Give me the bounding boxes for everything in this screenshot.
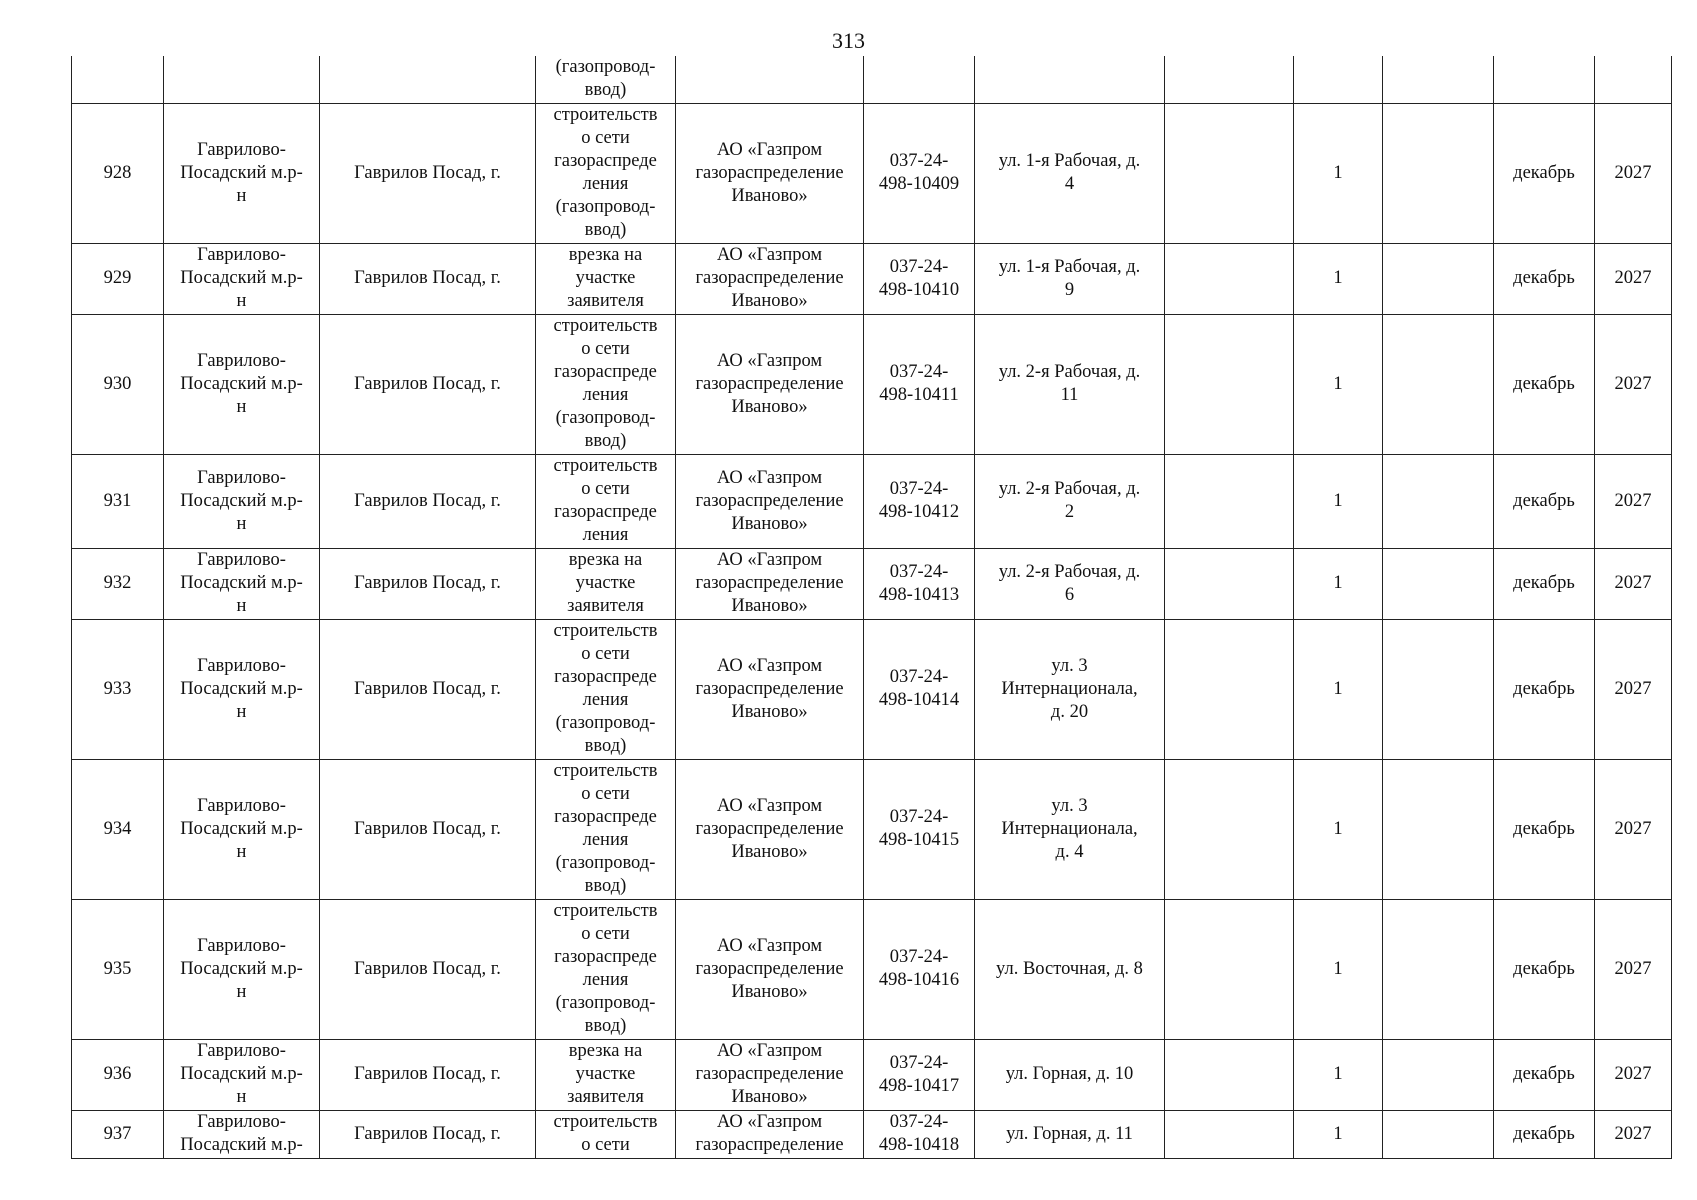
cell-code: 037-24- 498-10409	[864, 103, 975, 243]
cell-district: Гаврилово- Посадский м.р- н	[164, 314, 320, 454]
cell-empty	[1165, 1110, 1294, 1158]
cell-empty	[1165, 899, 1294, 1039]
cell-month: декабрь	[1494, 103, 1595, 243]
cell-month: декабрь	[1494, 548, 1595, 619]
cell-org: АО «Газпром газораспределение Иваново»	[676, 454, 864, 548]
cell-work-type: строительств о сети газораспреде ления (газопровод- ввод)	[536, 759, 676, 899]
cell-district: Гаврилово- Посадский м.р- н	[164, 243, 320, 314]
table-row	[72, 243, 1672, 314]
cell-month: декабрь	[1494, 759, 1595, 899]
cell-code: 037-24- 498-10418	[864, 1110, 975, 1158]
cell-address: ул. 2-я Рабочая, д. 11	[975, 314, 1165, 454]
cell-num: 934	[72, 759, 164, 899]
cell-empty	[1383, 899, 1494, 1039]
cell-settlement: Гаврилов Посад, г.	[320, 243, 536, 314]
cell-qty: 1	[1294, 243, 1383, 314]
cell-district: Гаврилово- Посадский м.р- н	[164, 454, 320, 548]
cell-district: Гаврилово- Посадский м.р-	[164, 1110, 320, 1158]
cell-settlement: Гаврилов Посад, г.	[320, 1110, 536, 1158]
cell-org: АО «Газпром газораспределение Иваново»	[676, 103, 864, 243]
cell-empty	[1165, 454, 1294, 548]
table-row	[72, 103, 1672, 243]
cell-year: 2027	[1595, 103, 1672, 243]
cell-empty	[1383, 314, 1494, 454]
cell-qty: 1	[1294, 759, 1383, 899]
cell-settlement: Гаврилов Посад, г.	[320, 548, 536, 619]
cell-work-type: строительств о сети газораспреде ления (газопровод- ввод)	[536, 619, 676, 759]
cell-settlement: Гаврилов Посад, г.	[320, 759, 536, 899]
cell-num: 935	[72, 899, 164, 1039]
cell-org: АО «Газпром газораспределение Иваново»	[676, 314, 864, 454]
cell-work-type: строительств о сети	[536, 1110, 676, 1158]
table-row	[72, 454, 1672, 548]
cell-org: АО «Газпром газораспределение Иваново»	[676, 548, 864, 619]
cell-work-type: строительств о сети газораспреде ления (газопровод- ввод)	[536, 103, 676, 243]
cell-district: Гаврилово- Посадский м.р- н	[164, 899, 320, 1039]
cell-org: АО «Газпром газораспределение Иваново»	[676, 243, 864, 314]
cell-address: ул. 2-я Рабочая, д. 6	[975, 548, 1165, 619]
cell-org: АО «Газпром газораспределение Иваново»	[676, 1039, 864, 1110]
cell-num: 932	[72, 548, 164, 619]
cell-qty: 1	[1294, 103, 1383, 243]
cell-settlement: Гаврилов Посад, г.	[320, 1039, 536, 1110]
cell-empty	[1383, 103, 1494, 243]
page-number: 313	[832, 28, 865, 53]
cell-num: 928	[72, 103, 164, 243]
cell-num: 936	[72, 1039, 164, 1110]
cell-address: ул. 2-я Рабочая, д. 2	[975, 454, 1165, 548]
cell-qty: 1	[1294, 619, 1383, 759]
cell-year: 2027	[1595, 454, 1672, 548]
cell-code: 037-24- 498-10414	[864, 619, 975, 759]
cell-code: 037-24- 498-10417	[864, 1039, 975, 1110]
table-row	[72, 899, 1672, 1039]
cell-year: 2027	[1595, 548, 1672, 619]
cell-year	[1595, 56, 1672, 103]
cell-month: декабрь	[1494, 1039, 1595, 1110]
cell-work-type: строительств о сети газораспреде ления (газопровод- ввод)	[536, 899, 676, 1039]
cell-empty	[1383, 56, 1494, 103]
cell-month: декабрь	[1494, 899, 1595, 1039]
cell-empty	[1383, 548, 1494, 619]
cell-org: АО «Газпром газораспределение Иваново»	[676, 759, 864, 899]
cell-num: 930	[72, 314, 164, 454]
registry-table	[71, 56, 1672, 1159]
cell-empty	[1383, 454, 1494, 548]
cell-num	[72, 56, 164, 103]
cell-settlement	[320, 56, 536, 103]
cell-empty	[1383, 1110, 1494, 1158]
cell-settlement: Гаврилов Посад, г.	[320, 103, 536, 243]
cell-year: 2027	[1595, 314, 1672, 454]
cell-address: ул. 3 Интернационала, д. 20	[975, 619, 1165, 759]
cell-empty	[1383, 243, 1494, 314]
cell-district: Гаврилово- Посадский м.р- н	[164, 103, 320, 243]
cell-address: ул. 3 Интернационала, д. 4	[975, 759, 1165, 899]
cell-year: 2027	[1595, 619, 1672, 759]
cell-code	[864, 56, 975, 103]
cell-empty	[1165, 619, 1294, 759]
cell-settlement: Гаврилов Посад, г.	[320, 899, 536, 1039]
cell-month	[1494, 56, 1595, 103]
cell-address: ул. 1-я Рабочая, д. 4	[975, 103, 1165, 243]
cell-num: 931	[72, 454, 164, 548]
cell-district: Гаврилово- Посадский м.р- н	[164, 619, 320, 759]
cell-year: 2027	[1595, 759, 1672, 899]
cell-year: 2027	[1595, 899, 1672, 1039]
cell-empty	[1383, 619, 1494, 759]
cell-district: Гаврилово- Посадский м.р- н	[164, 548, 320, 619]
cell-empty	[1165, 314, 1294, 454]
cell-empty	[1165, 56, 1294, 103]
cell-qty: 1	[1294, 1039, 1383, 1110]
cell-district	[164, 56, 320, 103]
cell-month: декабрь	[1494, 619, 1595, 759]
cell-settlement: Гаврилов Посад, г.	[320, 314, 536, 454]
cell-qty: 1	[1294, 454, 1383, 548]
cell-empty	[1165, 103, 1294, 243]
cell-empty	[1165, 548, 1294, 619]
cell-month: декабрь	[1494, 1110, 1595, 1158]
cell-org: АО «Газпром газораспределение Иваново»	[676, 899, 864, 1039]
cell-code: 037-24- 498-10415	[864, 759, 975, 899]
cell-empty	[1383, 1039, 1494, 1110]
cell-org	[676, 56, 864, 103]
cell-month: декабрь	[1494, 314, 1595, 454]
cell-work-type: врезка на участке заявителя	[536, 1039, 676, 1110]
cell-code: 037-24- 498-10410	[864, 243, 975, 314]
cell-year: 2027	[1595, 1110, 1672, 1158]
cell-num: 937	[72, 1110, 164, 1158]
cell-address: ул. 1-я Рабочая, д. 9	[975, 243, 1165, 314]
cell-address	[975, 56, 1165, 103]
cell-qty: 1	[1294, 548, 1383, 619]
table-row	[72, 619, 1672, 759]
cell-work-type: врезка на участке заявителя	[536, 548, 676, 619]
table-row	[72, 548, 1672, 619]
cell-empty	[1165, 243, 1294, 314]
cell-month: декабрь	[1494, 454, 1595, 548]
table-row	[72, 1110, 1672, 1158]
cell-qty: 1	[1294, 314, 1383, 454]
cell-district: Гаврилово- Посадский м.р- н	[164, 1039, 320, 1110]
cell-year: 2027	[1595, 1039, 1672, 1110]
cell-org: АО «Газпром газораспределение	[676, 1110, 864, 1158]
table-row	[72, 314, 1672, 454]
cell-work-type: строительств о сети газораспреде ления	[536, 454, 676, 548]
continuation-row	[72, 56, 1672, 103]
cell-qty	[1294, 56, 1383, 103]
cell-org: АО «Газпром газораспределение Иваново»	[676, 619, 864, 759]
cell-month: декабрь	[1494, 243, 1595, 314]
table-row	[72, 1039, 1672, 1110]
cell-address: ул. Восточная, д. 8	[975, 899, 1165, 1039]
cell-work-type: строительств о сети газораспреде ления (газопровод- ввод)	[536, 314, 676, 454]
cell-work-type: врезка на участке заявителя	[536, 243, 676, 314]
cell-qty: 1	[1294, 899, 1383, 1039]
table-row	[72, 759, 1672, 899]
cell-num: 933	[72, 619, 164, 759]
cell-empty	[1165, 759, 1294, 899]
cell-district: Гаврилово- Посадский м.р- н	[164, 759, 320, 899]
cell-empty	[1165, 1039, 1294, 1110]
cell-work-type: (газопровод- ввод)	[536, 56, 676, 103]
cell-address: ул. Горная, д. 11	[975, 1110, 1165, 1158]
cell-settlement: Гаврилов Посад, г.	[320, 619, 536, 759]
cell-settlement: Гаврилов Посад, г.	[320, 454, 536, 548]
cell-code: 037-24- 498-10416	[864, 899, 975, 1039]
cell-code: 037-24- 498-10411	[864, 314, 975, 454]
cell-code: 037-24- 498-10412	[864, 454, 975, 548]
cell-year: 2027	[1595, 243, 1672, 314]
cell-address: ул. Горная, д. 10	[975, 1039, 1165, 1110]
cell-num: 929	[72, 243, 164, 314]
cell-code: 037-24- 498-10413	[864, 548, 975, 619]
cell-qty: 1	[1294, 1110, 1383, 1158]
cell-empty	[1383, 759, 1494, 899]
